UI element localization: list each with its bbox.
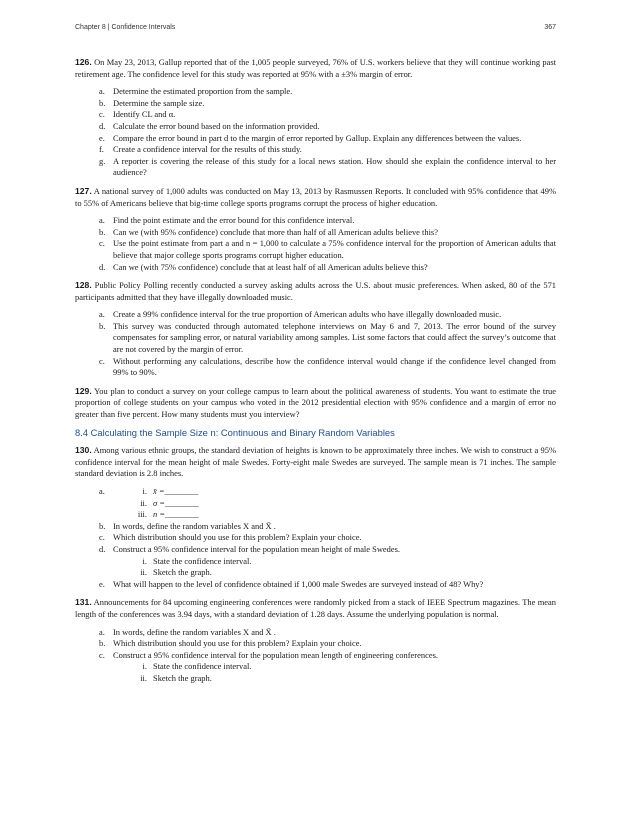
list-item: g. A reporter is covering the release of this study for a local news station. How should she explain the confidence interval to her audience? bbox=[99, 155, 556, 178]
chapter-title: Chapter 8 | Confidence Intervals bbox=[75, 24, 176, 31]
sub-item: ii. Sketch the graph. bbox=[140, 672, 212, 683]
problem-126 bbox=[75, 57, 556, 80]
problem-128-parts bbox=[75, 309, 556, 379]
page-body bbox=[75, 57, 556, 692]
list-item: b. Which distribution should you use for this problem? Explain your choice. bbox=[99, 638, 362, 649]
problem-127-parts bbox=[75, 215, 556, 273]
problem-number: 127. bbox=[75, 185, 92, 196]
list-item: c. Without performing any calculations, describe how the confidence interval would change if the confidence level changed from 99% to 90%. bbox=[99, 355, 556, 378]
problem-text: Announcements for 84 upcoming engineering conferences were randomly picked from a stack of IEEE Spectrum magazines. The mean length of the conferences was 3.94 days, with a standard deviation of 1.28 days. Assume the underlying population is normal. bbox=[75, 597, 556, 619]
problem-number: 131. bbox=[75, 597, 92, 608]
problem-text: A national survey of 1,000 adults was conducted on May 13, 2013 by Rasmussen Reports. It concluded with 95% confidence that 49% to 55% of Americans believe that big-time college sports programs corrupt the process of higher education. bbox=[75, 185, 556, 208]
list-item: c. Which distribution should you use for this problem? Explain your choice. bbox=[99, 532, 362, 543]
sub-item: i. x̄ =________ bbox=[142, 486, 199, 496]
list-item: b. This survey was conducted through automated telephone interviews on May 6 and 7, 2013. The error bound of the survey compensates for sampling error, or natural variability among samples. List some factors that could affect the survey’s outcome that are not covered by the margin of error. bbox=[99, 320, 556, 355]
list-item: d. Can we (with 75% confidence) conclude that at least half of all American adults believe this? bbox=[99, 261, 428, 272]
list-item: c. Use the point estimate from part a and n = 1,000 to calculate a 75% confidence interval for the proportion of American adults that believe that major college sports programs corrupt higher education. bbox=[99, 238, 556, 260]
sub-list bbox=[113, 556, 556, 579]
list-item: a. Determine the estimated proportion from the sample. bbox=[99, 86, 293, 97]
section-heading: 8.4 Calculating the Sample Size n: Continuous and Binary Random Variables bbox=[75, 426, 395, 438]
problem-130-parts bbox=[75, 486, 556, 590]
sub-item: i. State the confidence interval. bbox=[142, 661, 252, 672]
problem-text: You plan to conduct a survey on your college campus to learn about the political awareness of students. You want to estimate the true proportion of college students on your campus who voted in the 2012 presidential election with 95% confidence and a margin of error no greater than five percent. How many students must you interview? bbox=[75, 385, 556, 420]
list-item: a. Find the point estimate and the error bound for this confidence interval. bbox=[99, 215, 355, 226]
list-item: c. Identify CL and α. bbox=[99, 109, 176, 120]
sub-list bbox=[113, 486, 556, 521]
problem-131-parts bbox=[75, 627, 556, 685]
problem-text: On May 23, 2013, Gallup reported that of the 1,005 people surveyed, 76% of U.S. workers believe that they will continue working past retirement age. The confidence level for this study was reported at 95% with a ±3% margin of error. bbox=[75, 57, 557, 79]
sub-list bbox=[113, 661, 556, 684]
list-item: b. In words, define the random variables X and X̄ . bbox=[99, 520, 276, 531]
problem-number: 128. bbox=[75, 280, 92, 291]
list-item: e. What will happen to the level of confidence obtained if 1,000 male Swedes are surveyed instead of 48? Why? bbox=[99, 578, 484, 589]
problem-127 bbox=[75, 186, 556, 209]
problem-number: 126. bbox=[75, 57, 92, 67]
list-item: d. Calculate the error bound based on the information provided. bbox=[99, 120, 320, 131]
problem-129 bbox=[75, 386, 556, 421]
problem-number: 129. bbox=[75, 385, 92, 396]
list-item: e. Compare the error bound in part d to the margin of error reported by Gallup. Explain any differences between the values. bbox=[99, 132, 522, 143]
list-item: d. Construct a 95% confidence interval for the population mean height of male Swedes. i. State the confidence interval. ii. Sketch the graph. bbox=[75, 544, 556, 579]
sub-item: iii. n =________ bbox=[137, 509, 199, 520]
problem-text: Among various ethnic groups, the standard deviation of heights is known to be approximately three inches. We wish to construct a 95% confidence interval for the mean height of male Swedes. Forty-eight male Swedes are surveyed. The sample mean is 71 inches. The sample standard deviation is 2.8 inches. bbox=[75, 445, 556, 479]
problem-126-parts bbox=[75, 86, 556, 179]
list-item: c. Construct a 95% confidence interval for the population mean length of engineering conferences. i. State the confidence interval. ii. Sketch the graph. bbox=[75, 650, 556, 685]
list-item: a. Create a 99% confidence interval for the true proportion of American adults who have illegally downloaded music. bbox=[99, 309, 502, 320]
problem-131 bbox=[75, 597, 556, 620]
list-item: f. Create a confidence interval for the results of this study. bbox=[99, 144, 302, 155]
page-number: 367 bbox=[544, 24, 556, 31]
page-header bbox=[75, 24, 556, 36]
sub-item: ii. Sketch the graph. bbox=[140, 567, 212, 578]
sub-item: i. State the confidence interval. bbox=[142, 555, 252, 566]
list-item: a. i. x̄ =________ ii. σ =________ iii. n =________ bbox=[75, 486, 556, 521]
problem-128 bbox=[75, 280, 556, 303]
sub-item: ii. σ =________ bbox=[140, 497, 199, 508]
problem-130 bbox=[75, 445, 556, 480]
list-item: b. Determine the sample size. bbox=[99, 97, 205, 108]
list-item: a. In words, define the random variables X and X̄ . bbox=[99, 626, 276, 637]
problem-number: 130. bbox=[75, 445, 92, 456]
problem-text: Public Policy Polling recently conducted a survey asking adults across the U.S. about music preferences. When asked, 80 of the 571 participants admitted that they have illegally downloaded music. bbox=[75, 280, 557, 302]
list-item: b. Can we (with 95% confidence) conclude that more than half of all American adults believe this? bbox=[99, 226, 438, 237]
